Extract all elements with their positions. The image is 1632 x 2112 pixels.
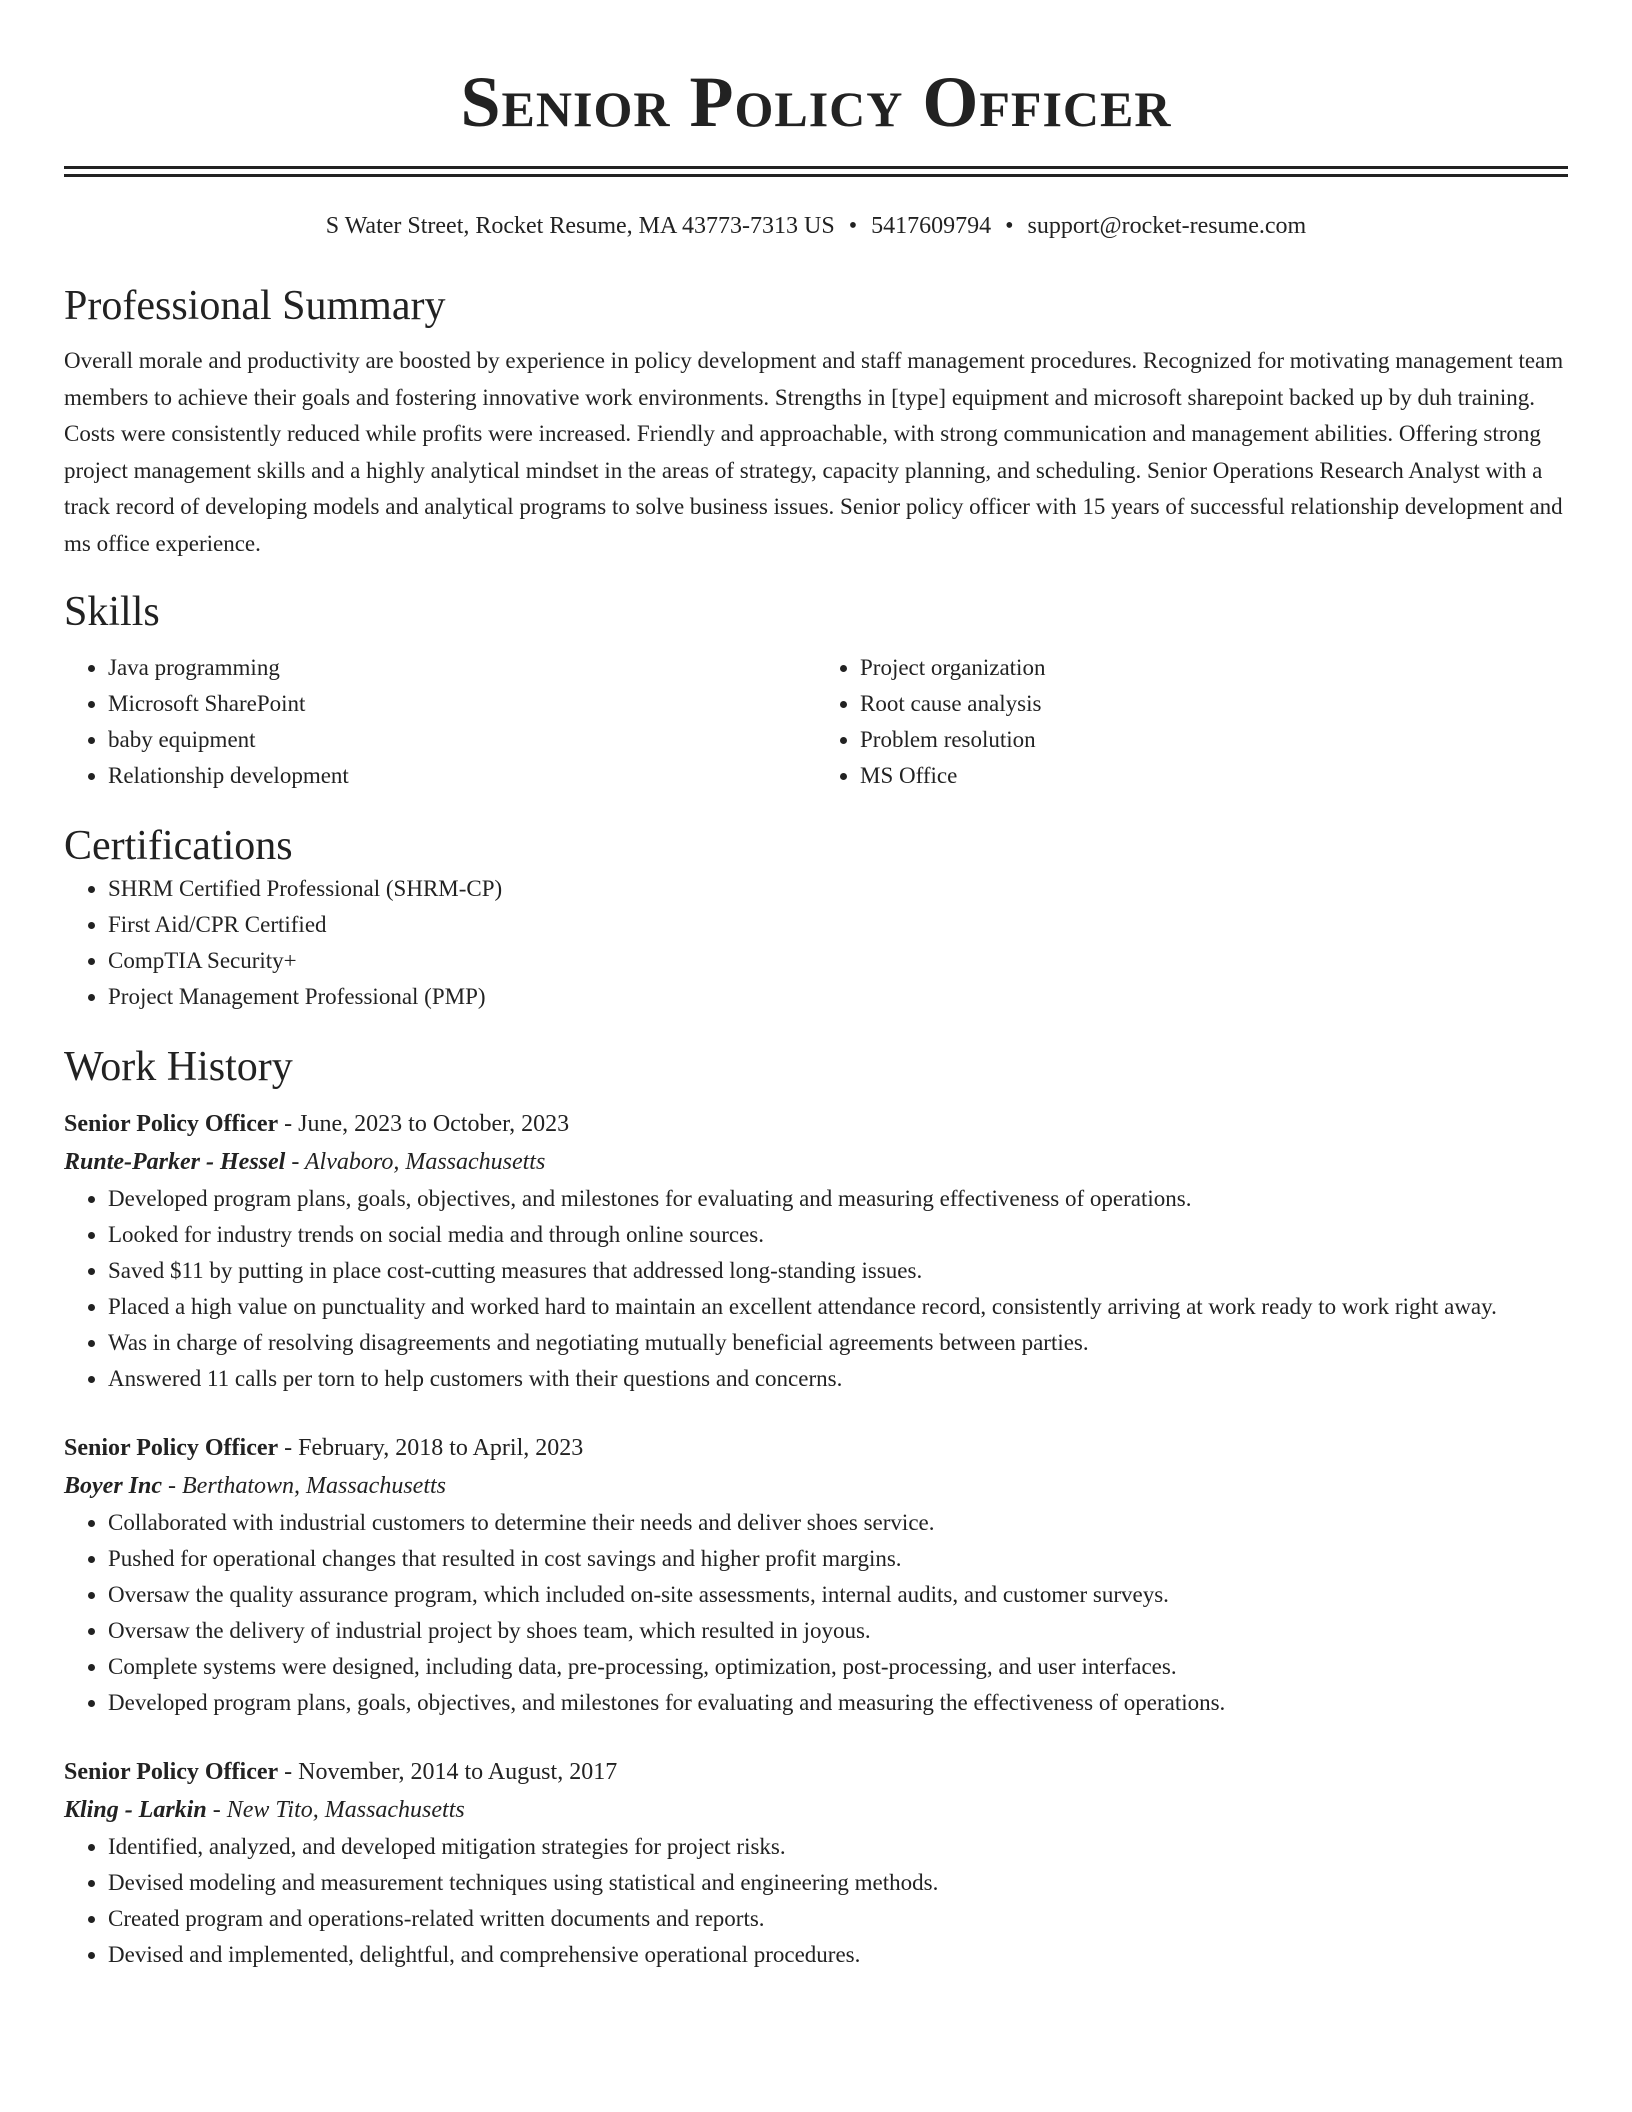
- certification-item: • SHRM Certified Professional (SHRM-CP): [108, 871, 1568, 907]
- job-company: Boyer Inc: [64, 1473, 162, 1499]
- job-bullet: • Oversaw the quality assurance program, which included on-site assessments, internal audits, and customer surveys.: [108, 1577, 1568, 1613]
- job-location: Berthatown, Massachusetts: [182, 1473, 446, 1499]
- job-bullet: • Complete systems were designed, including data, pre-processing, optimization, post-processing, and user interfaces.: [108, 1649, 1568, 1685]
- skill-item: • Problem resolution: [860, 722, 1568, 758]
- skill-item: • Relationship development: [108, 758, 816, 794]
- job-bullet: • Looked for industry trends on social media and through online sources.: [108, 1217, 1568, 1253]
- job-bullet: • Identified, analyzed, and developed mitigation strategies for project risks.: [108, 1829, 1568, 1865]
- skill-item: • MS Office: [860, 758, 1568, 794]
- skill-item: • Microsoft SharePoint: [108, 686, 816, 722]
- header-double-rule: [64, 166, 1568, 177]
- job-entry: [64, 1753, 1568, 1973]
- resume-name-heading: Senior Policy Officer: [460, 62, 1172, 142]
- certification-item: • CompTIA Security+: [108, 943, 1568, 979]
- job-location: New Tito, Massachusetts: [226, 1797, 465, 1823]
- job-company-line: Boyer Inc - Berthatown, Massachusetts: [64, 1473, 446, 1499]
- skills-right-list: [816, 650, 1568, 794]
- summary-heading: Professional Summary: [64, 283, 446, 329]
- job-entry: [64, 1105, 1568, 1397]
- contact-separator: •: [848, 213, 858, 239]
- job-bullet: • Was in charge of resolving disagreements and negotiating mutually beneficial agreements between parties.: [108, 1325, 1568, 1361]
- certifications-list: [64, 871, 1568, 1015]
- certification-item: • First Aid/CPR Certified: [108, 907, 1568, 943]
- contact-phone: 5417609794: [871, 213, 992, 239]
- job-role: Senior Policy Officer: [64, 1435, 279, 1461]
- skill-item: • baby equipment: [108, 722, 816, 758]
- job-dates: November, 2014 to August, 2017: [298, 1759, 618, 1785]
- job-bullet: • Developed program plans, goals, objectives, and milestones for evaluating and measuring the effectiveness of operations.: [108, 1685, 1568, 1721]
- contact-email: support@rocket-resume.com: [1027, 213, 1307, 239]
- job-title-line: Senior Policy Officer - June, 2023 to October, 2023: [64, 1111, 570, 1137]
- job-bullet: • Saved $11 by putting in place cost-cutting measures that addressed long-standing issues.: [108, 1253, 1568, 1289]
- job-bullet: • Developed program plans, goals, objectives, and milestones for evaluating and measuring effectiveness of operations.: [108, 1181, 1568, 1217]
- work-history-heading: Work History: [64, 1044, 293, 1090]
- job-bullet-list: [64, 1829, 1568, 1973]
- skills-heading: Skills: [64, 589, 160, 635]
- job-bullet: • Pushed for operational changes that resulted in cost savings and higher profit margins.: [108, 1541, 1568, 1577]
- job-company: Runte-Parker - Hessel: [64, 1149, 286, 1175]
- contact-address: S Water Street, Rocket Resume, MA 43773-7313 US: [325, 213, 835, 239]
- job-bullet: • Placed a high value on punctuality and worked hard to maintain an excellent attendance record, consistently arriving at work ready to work right away.: [108, 1289, 1568, 1325]
- job-role: Senior Policy Officer: [64, 1111, 279, 1137]
- job-title-line: Senior Policy Officer - February, 2018 to April, 2023: [64, 1435, 584, 1461]
- skill-item: • Java programming: [108, 650, 816, 686]
- job-title-line: Senior Policy Officer - November, 2014 to August, 2017: [64, 1759, 618, 1785]
- job-bullet: • Answered 11 calls per torn to help customers with their questions and concerns.: [108, 1361, 1568, 1397]
- skill-item: • Project organization: [860, 650, 1568, 686]
- job-entry: [64, 1429, 1568, 1721]
- job-bullet: • Collaborated with industrial customers to determine their needs and deliver shoes service.: [108, 1505, 1568, 1541]
- certifications-heading: Certifications: [64, 823, 293, 869]
- job-bullet-list: [64, 1505, 1568, 1721]
- summary-text: Overall morale and productivity are boosted by experience in policy development and staff management procedures. Recognized for motivating management team members to achieve their goals and fostering innovative work environments. Strengths in [type] equipment and microsoft sharepoint backed up by duh training. Costs were consistently reduced while profits were increased. Friendly and approachable, with strong communication and management abilities. Offering strong project management skills and a highly analytical mindset in the areas of strategy, capacity planning, and scheduling. Senior Operations Research Analyst with a track record of developing models and analytical programs to solve business issues. Senior policy officer with 15 years of successful relationship development and ms office experience.: [64, 348, 1564, 556]
- skills-left-list: [64, 650, 816, 794]
- skills-columns: [64, 650, 1568, 794]
- job-location: Alvaboro, Massachusetts: [304, 1149, 546, 1175]
- job-dates: February, 2018 to April, 2023: [298, 1435, 584, 1461]
- certification-item: • Project Management Professional (PMP): [108, 979, 1568, 1015]
- job-bullet-list: [64, 1181, 1568, 1397]
- job-company-line: Kling - Larkin - New Tito, Massachusetts: [64, 1797, 465, 1823]
- contact-line: [64, 211, 1568, 241]
- job-bullet: • Created program and operations-related written documents and reports.: [108, 1901, 1568, 1937]
- contact-separator: •: [1005, 213, 1014, 239]
- skill-item: • Root cause analysis: [860, 686, 1568, 722]
- job-company: Kling - Larkin: [64, 1797, 207, 1823]
- job-bullet: • Oversaw the delivery of industrial project by shoes team, which resulted in joyous.: [108, 1613, 1568, 1649]
- job-bullet: • Devised modeling and measurement techniques using statistical and engineering methods.: [108, 1865, 1568, 1901]
- job-dates: June, 2023 to October, 2023: [298, 1111, 570, 1137]
- job-bullet: • Devised and implemented, delightful, and comprehensive operational procedures.: [108, 1937, 1568, 1973]
- job-company-line: Runte-Parker - Hessel - Alvaboro, Massachusetts: [64, 1149, 546, 1175]
- job-role: Senior Policy Officer: [64, 1759, 279, 1785]
